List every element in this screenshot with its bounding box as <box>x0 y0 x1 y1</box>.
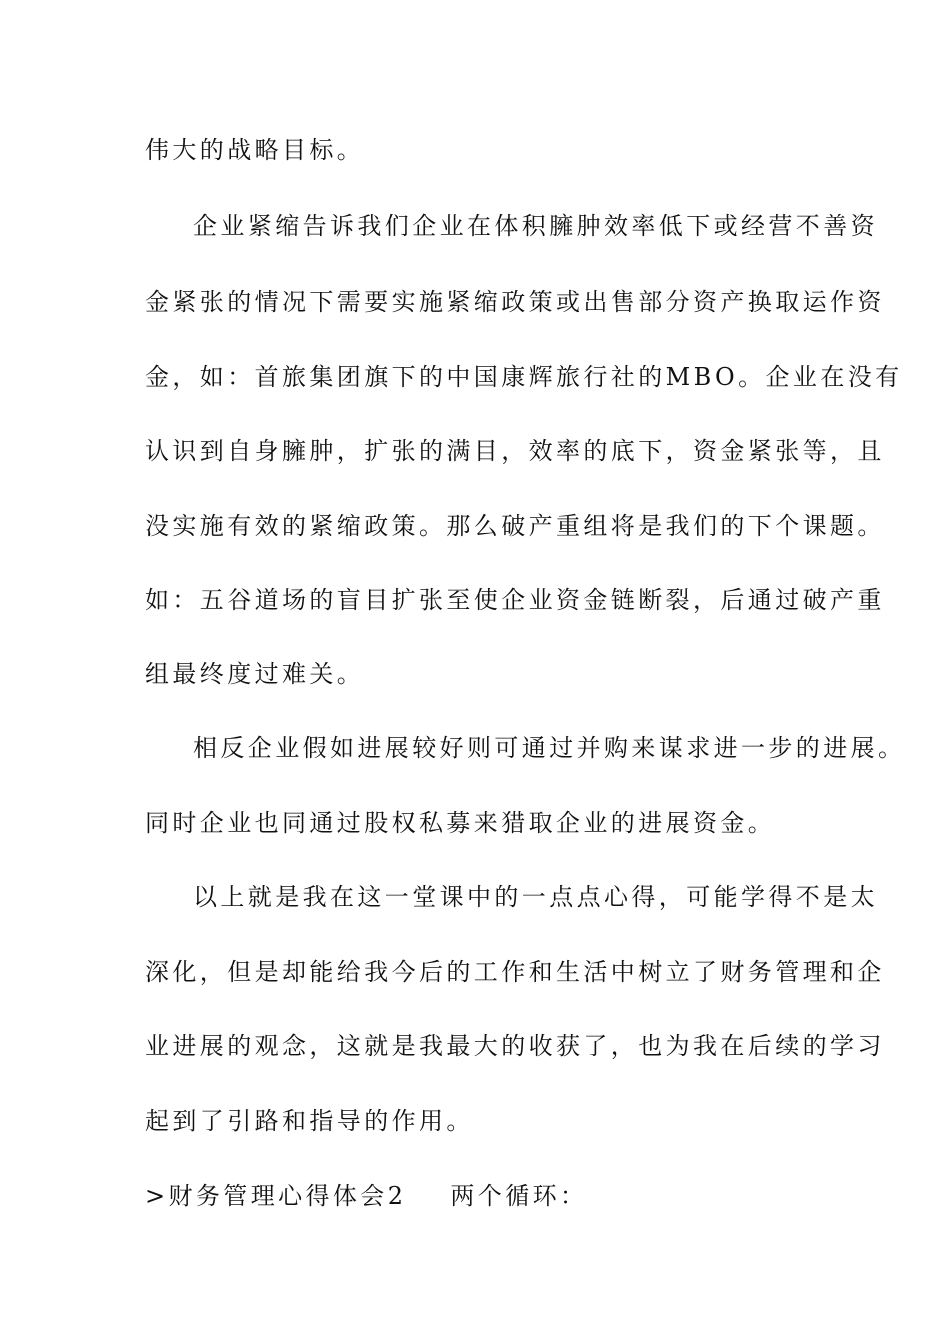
section-subtitle: 两个循环： <box>450 1182 588 1210</box>
paragraph-line: 如：五谷道场的盲目扩张至使企业资金链断裂，后通过破产重 <box>145 586 885 614</box>
paragraph-line: 没实施有效的紧缩政策。那么破产重组将是我们的下个课题。 <box>145 512 885 540</box>
paragraph-line: 企业紧缩告诉我们企业在体积臃肿效率低下或经营不善资 <box>193 212 878 240</box>
paragraph-line: 业进展的观念，这就是我最大的收获了，也为我在后续的学习 <box>145 1032 885 1060</box>
paragraph-line: 起到了引路和指导的作用。 <box>145 1107 474 1135</box>
paragraph-line: 金，如：首旅集团旗下的中国康辉旅行社的MBO。企业在没有 <box>145 363 903 391</box>
paragraph-line: 以上就是我在这一堂课中的一点点心得，可能学得不是太 <box>193 883 878 911</box>
paragraph-line: 伟大的战略目标。 <box>145 136 365 164</box>
paragraph-line: 深化，但是却能给我今后的工作和生活中树立了财务管理和企 <box>145 958 885 986</box>
paragraph-line: 组最终度过难关。 <box>145 660 365 688</box>
paragraph-line: 同时企业也同通过股权私募来猎取企业的进展资金。 <box>145 809 776 837</box>
paragraph-line: 相反企业假如进展较好则可通过并购来谋求进一步的进展。 <box>193 734 906 762</box>
section-title: >财务管理心得体会2 <box>145 1182 407 1210</box>
paragraph-line: 认识到自身臃肿，扩张的满目，效率的底下，资金紧张等，且 <box>145 437 885 465</box>
section-heading <box>145 1181 587 1211</box>
paragraph-line: 金紧张的情况下需要实施紧缩政策或出售部分资产换取运作资 <box>145 288 885 316</box>
